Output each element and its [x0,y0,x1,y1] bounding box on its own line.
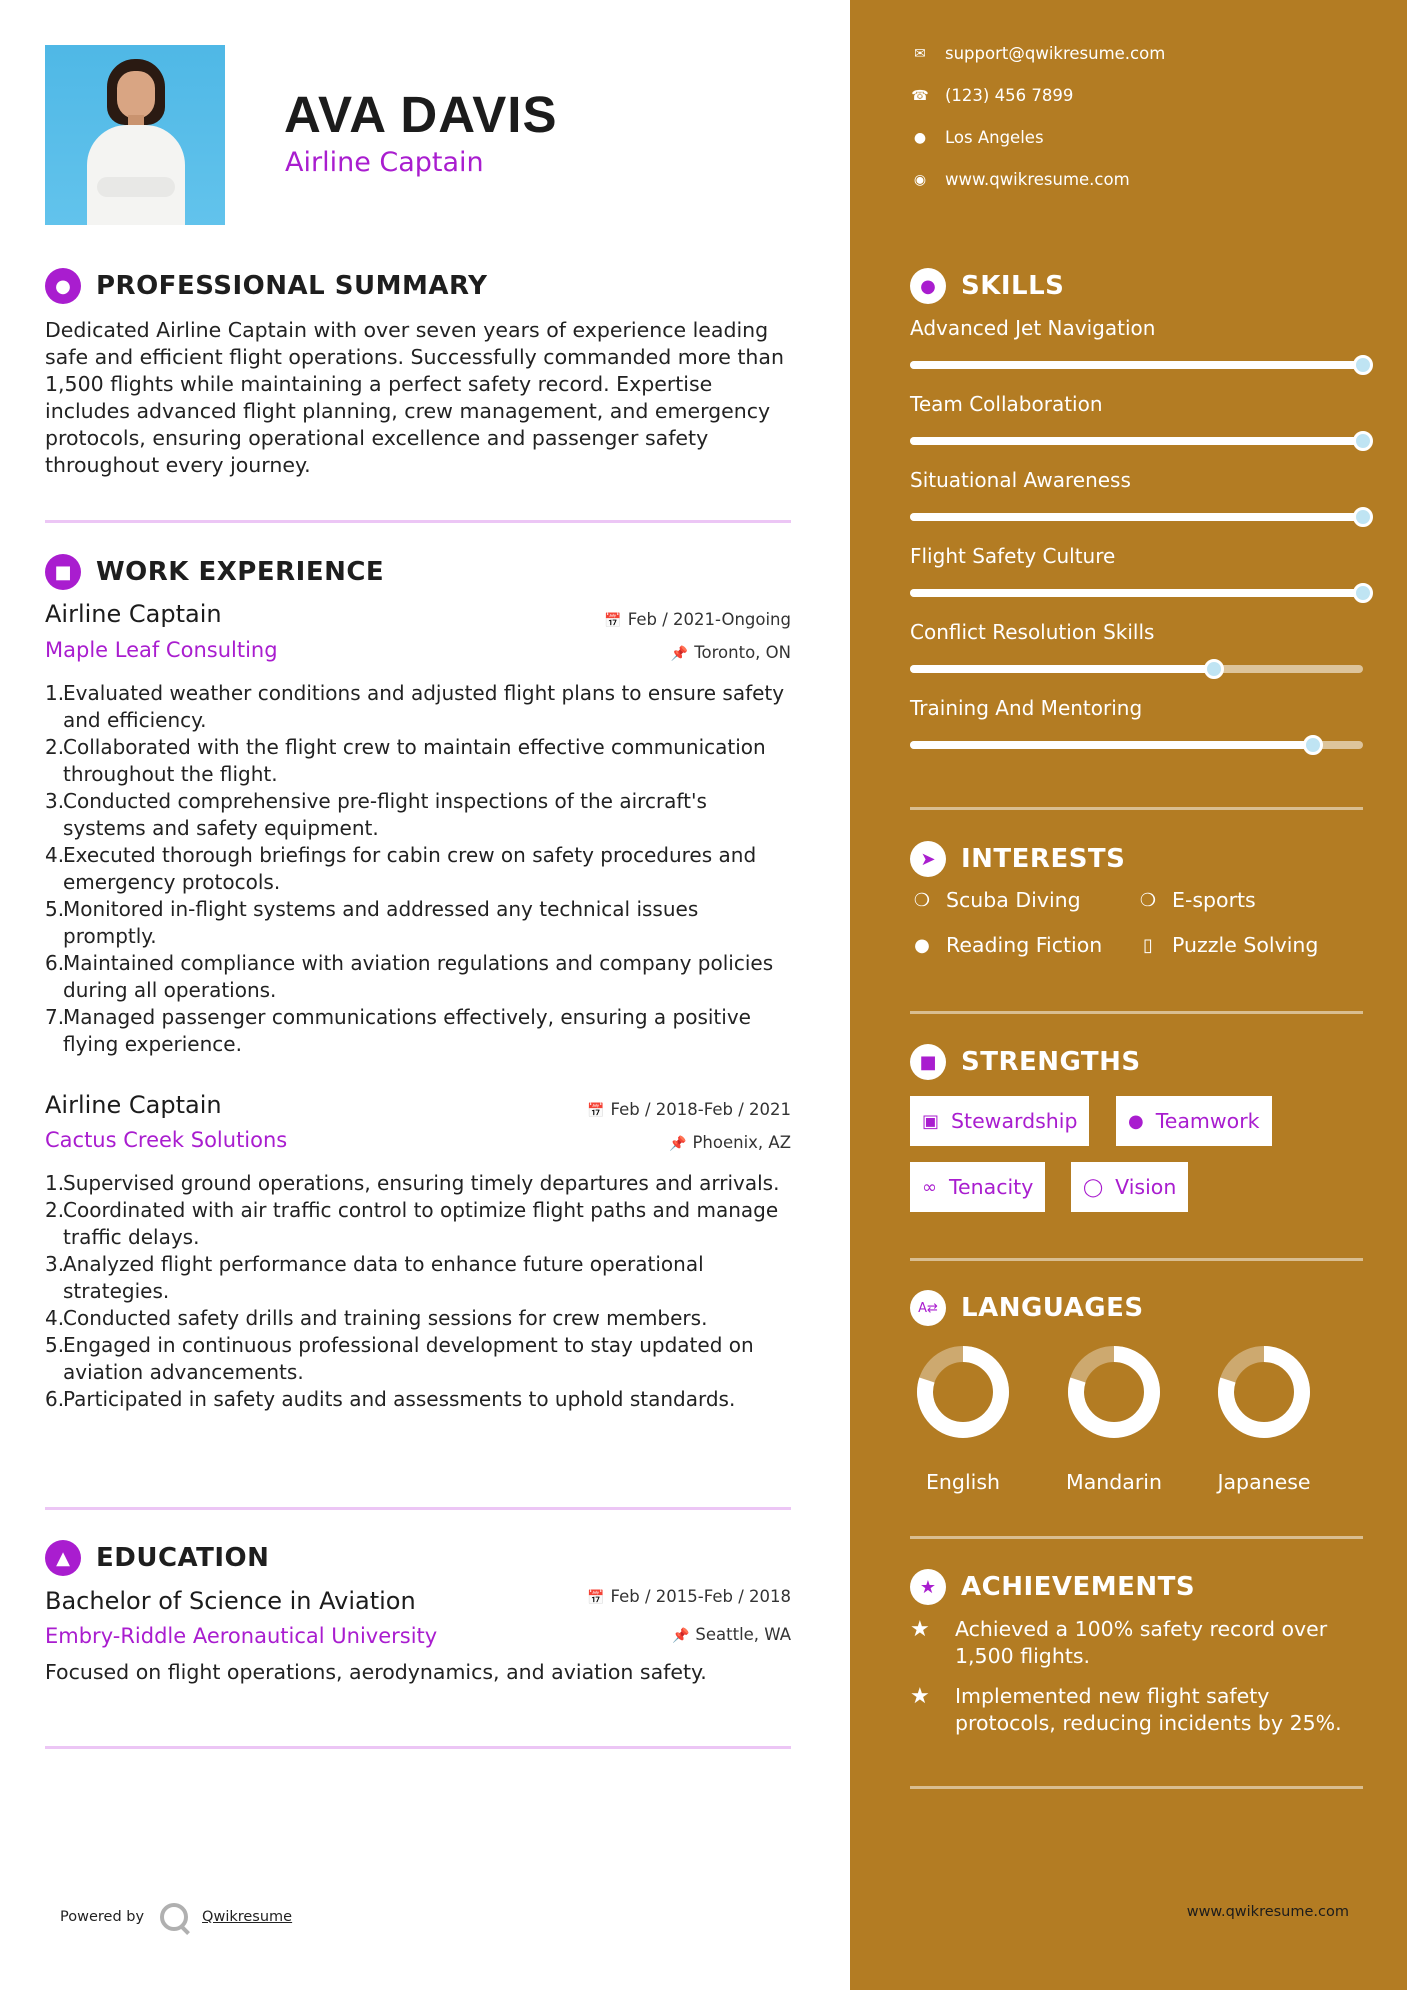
summary-heading: ● PROFESSIONAL SUMMARY [45,268,487,304]
job-title: Airline Captain [45,1091,222,1119]
calendar-icon: 📅 [587,1590,605,1606]
contact-location: ● Los Angeles [910,128,1044,147]
skill-bar [910,513,1363,521]
lightbulb-icon: ● [910,268,946,304]
fist-icon: ■ [910,1044,946,1080]
achievement-item: ★ Implemented new flight safety protocols, reducing incidents by 25%. [910,1684,1342,1735]
languages-heading: A⇄ LANGUAGES [910,1290,1144,1326]
list-item: 6. Maintained compliance with aviation regulations and company policies during all operations. [45,951,774,1002]
strength-badge: ▣ Stewardship [910,1096,1089,1146]
gamepad-icon: ● [914,934,930,956]
job-location: 📌 Toronto, ON [670,643,791,662]
globe-icon: ◉ [913,171,927,188]
strength-badge: ● Teamwork [1116,1096,1272,1146]
profile-photo [45,45,225,225]
brand-link[interactable]: Qwikresume [202,1909,293,1925]
shooting-star-icon: ★ [910,1684,930,1709]
divider [45,1746,791,1749]
language-ring [1214,1342,1314,1442]
divider [910,1258,1363,1261]
language-item [1199,1342,1329,1494]
language-item [898,1342,1028,1494]
briefcase-icon: ▣ [922,1110,940,1132]
list-item: 1. Evaluated weather conditions and adjusted flight plans to ensure safety and efficiency. [45,681,785,732]
qwikresume-logo-icon [160,1903,188,1931]
language-item [1049,1342,1179,1494]
skill-name: Flight Safety Culture [910,544,1116,568]
job-bullets [45,1170,795,1413]
list-item: 4. Executed thorough briefings for cabin crew on safety procedures and emergency protocols. [45,843,757,894]
calendar-icon: 📅 [587,1103,605,1119]
experience-heading: ■ WORK EXPERIENCE [45,554,384,590]
education-description: Focused on flight operations, aerodynamics, and aviation safety. [45,1660,707,1684]
translate-icon: A⇄ [910,1290,946,1326]
job-company: Maple Leaf Consulting [45,638,278,662]
education-location: 📌 Seattle, WA [671,1625,791,1644]
list-item: 6. Participated in safety audits and assessments to uphold standards. [45,1387,736,1411]
skill-bar-fill [910,513,1363,521]
shooting-star-icon: ★ [910,1617,930,1642]
divider [45,520,791,523]
language-ring [913,1342,1013,1442]
skill-bar [910,741,1363,749]
interest-item: ● Reading Fiction [910,933,1102,957]
skill-bar-fill [910,741,1313,749]
skill-bar-fill [910,437,1363,445]
skill-level-knob [1204,659,1224,679]
skill-name: Team Collaboration [910,392,1103,416]
phone-icon: ☎ [911,87,929,104]
pin-icon: 📌 [669,1136,687,1152]
skill-name: Conflict Resolution Skills [910,620,1155,644]
star-icon: ★ [910,1569,946,1605]
link-icon: ∞ [922,1176,937,1198]
map-pin-icon: ● [913,129,927,146]
skill-bar [910,665,1363,673]
list-item: 4. Conducted safety drills and training sessions for crew members. [45,1306,708,1330]
divider [910,1786,1363,1789]
lifebuoy-icon: ❍ [913,889,931,911]
skill-bar [910,361,1363,369]
graduate-icon: ▲ [45,1540,81,1576]
list-item: 7. Managed passenger communications effectively, ensuring a positive flying experience. [45,1005,751,1056]
pin-icon: 📌 [671,1628,690,1644]
strength-badge: ◯ Vision [1071,1162,1188,1212]
skill-bar-fill [910,361,1363,369]
chair-icon: ■ [45,554,81,590]
language-ring [1064,1342,1164,1442]
language-name: Japanese [1217,1470,1311,1494]
job-location: 📌 Phoenix, AZ [669,1133,791,1152]
language-name: English [925,1470,1001,1494]
lifebuoy-icon: ❍ [1139,889,1157,911]
skill-level-knob [1353,431,1373,451]
education-heading: ▲ EDUCATION [45,1540,269,1576]
contact-phone[interactable]: ☎ (123) 456 7899 [911,86,1074,105]
skill-bar-fill [910,589,1363,597]
binoculars-icon: ◯ [1083,1176,1104,1198]
education-degree: Bachelor of Science in Aviation [45,1587,416,1615]
list-item: 2. Collaborated with the flight crew to maintain effective communication throughout the flight. [45,735,766,786]
skills-heading: ● SKILLS [910,268,1064,304]
divider [910,1536,1363,1539]
skill-level-knob [1353,583,1373,603]
powered-by: Powered by Qwikresume [60,1903,292,1931]
job-title: Airline Captain [45,600,222,628]
summary-text: Dedicated Airline Captain with over seven years of experience leading safe and efficient flight operations. Successfully commanded more than 1,500 flights while maintaining a perfect safety record. Expertise includes advanced flight planning, crew management, and emergency protocols, ensuring operational excellence and passenger safety throughout every journey. [45,318,784,477]
job-bullets [45,680,795,1058]
language-name: Mandarin [1066,1470,1162,1494]
education-dates: 📅 Feb / 2015-Feb / 2018 [587,1587,791,1606]
list-item: 5. Monitored in-flight systems and addressed any technical issues promptly. [45,897,699,948]
strengths-heading: ■ STRENGTHS [910,1044,1141,1080]
divider [910,1011,1363,1014]
skill-bar [910,437,1363,445]
list-item: 3. Analyzed flight performance data to enhance future operational strategies. [45,1252,704,1303]
candidate-title: Airline Captain [285,147,484,178]
strength-badge: ∞ Tenacity [910,1162,1045,1212]
envelope-icon: ✉ [914,45,926,62]
job-dates: 📅 Feb / 2018-Feb / 2021 [587,1100,791,1119]
interest-item: ❍ E-sports [1136,888,1256,912]
list-item: 5. Engaged in continuous professional development to stay updated on aviation advancements. [45,1333,754,1384]
contact-website[interactable]: ◉ www.qwikresume.com [910,170,1130,189]
job-dates: 📅 Feb / 2021-Ongoing [604,610,791,629]
list-item: 2. Coordinated with air traffic control to optimize flight paths and manage traffic delays. [45,1198,779,1249]
education-school: Embry-Riddle Aeronautical University [45,1624,438,1648]
skill-bar [910,589,1363,597]
users-icon: ● [1128,1110,1144,1132]
list-item: 1. Supervised ground operations, ensuring timely departures and arrivals. [45,1171,780,1195]
job-company: Cactus Creek Solutions [45,1128,288,1152]
skill-name: Situational Awareness [910,468,1131,492]
calendar-icon: 📅 [604,613,622,629]
divider [910,807,1363,810]
interest-item: ▯ Puzzle Solving [1136,933,1318,957]
book-icon: ▯ [1143,934,1153,956]
achievement-item: ★ Achieved a 100% safety record over 1,500 flights. [910,1617,1328,1668]
contact-email[interactable]: ✉ support@qwikresume.com [910,44,1165,63]
interest-item: ❍ Scuba Diving [910,888,1081,912]
achievements-heading: ★ ACHIEVEMENTS [910,1569,1195,1605]
skill-level-knob [1353,507,1373,527]
skill-bar-fill [910,665,1214,673]
user-icon: ● [45,268,81,304]
divider [45,1507,791,1510]
skill-name: Training And Mentoring [910,696,1143,720]
list-item: 3. Conducted comprehensive pre-flight inspections of the aircraft's systems and safety equipment. [45,789,707,840]
paper-plane-icon: ➤ [910,841,946,877]
interests-heading: ➤ INTERESTS [910,841,1125,877]
candidate-name: AVA DAVIS [284,86,558,143]
pin-icon: 📌 [670,646,689,662]
skill-level-knob [1353,355,1373,375]
skill-name: Advanced Jet Navigation [910,316,1156,340]
footer-url[interactable]: www.qwikresume.com [1186,1904,1349,1920]
